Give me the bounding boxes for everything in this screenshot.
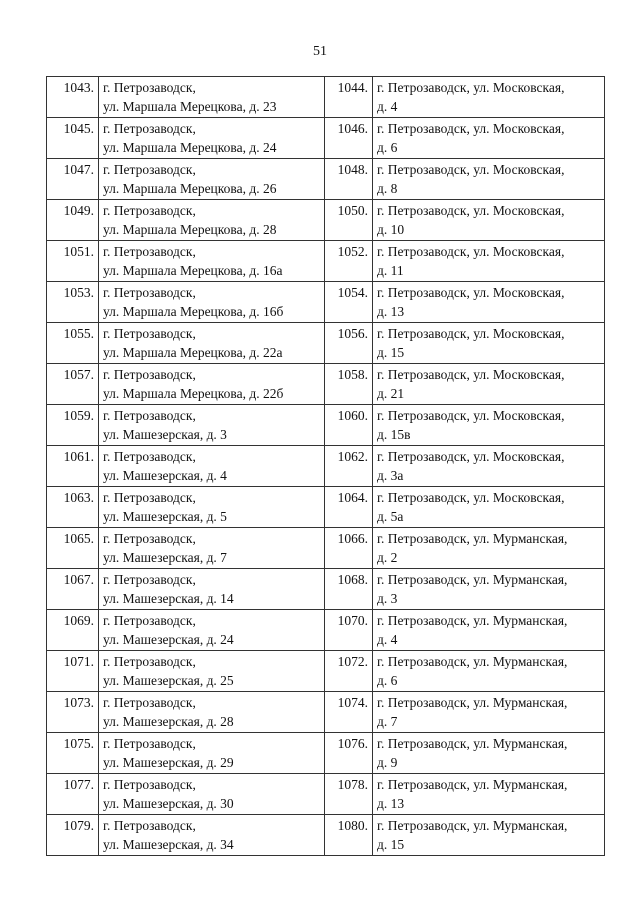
entry-number: 1046. [325, 118, 373, 159]
entry-address [99, 610, 325, 651]
entry-number: 1076. [325, 733, 373, 774]
address-line-street: ул. Маршала Мерецкова, д. 22а [103, 345, 283, 360]
address-line-city: г. Петрозаводск, [103, 449, 196, 464]
table-row [47, 159, 605, 200]
address-line-city: г. Петрозаводск, [103, 490, 196, 505]
address-line-street: д. 2 [377, 550, 398, 565]
address-line-city: г. Петрозаводск, ул. Мурманская, [377, 613, 568, 628]
address-line-city: г. Петрозаводск, ул. Московская, [377, 367, 565, 382]
address-line-city: г. Петрозаводск, [103, 121, 196, 136]
entry-number: 1047. [47, 159, 99, 200]
address-line-city: г. Петрозаводск, [103, 326, 196, 341]
entry-address [373, 774, 605, 815]
entry-address [99, 405, 325, 446]
address-line-street: ул. Маршала Мерецкова, д. 26 [103, 181, 277, 196]
page-number: 51 [313, 44, 327, 59]
entry-number: 1078. [325, 774, 373, 815]
address-line-city: г. Петрозаводск, ул. Московская, [377, 162, 565, 177]
address-line-street: ул. Машезерская, д. 28 [103, 714, 234, 729]
entry-address [99, 118, 325, 159]
address-line-city: г. Петрозаводск, ул. Московская, [377, 121, 565, 136]
entry-number: 1045. [47, 118, 99, 159]
address-line-city: г. Петрозаводск, ул. Мурманская, [377, 818, 568, 833]
entry-address [373, 77, 605, 118]
entry-address [373, 610, 605, 651]
address-line-street: ул. Маршала Мерецкова, д. 16а [103, 263, 283, 278]
entry-number: 1052. [325, 241, 373, 282]
address-line-street: д. 15 [377, 837, 405, 852]
address-table-body [47, 77, 605, 856]
entry-number: 1060. [325, 405, 373, 446]
entry-number: 1073. [47, 692, 99, 733]
table-row [47, 651, 605, 692]
address-line-street: д. 4 [377, 99, 398, 114]
entry-number: 1051. [47, 241, 99, 282]
address-line-street: ул. Машезерская, д. 14 [103, 591, 234, 606]
address-line-city: г. Петрозаводск, ул. Московская, [377, 326, 565, 341]
address-line-city: г. Петрозаводск, [103, 285, 196, 300]
entry-number: 1072. [325, 651, 373, 692]
table-row [47, 569, 605, 610]
entry-address [373, 692, 605, 733]
address-line-city: г. Петрозаводск, ул. Московская, [377, 408, 565, 423]
table-row [47, 733, 605, 774]
address-line-street: д. 4 [377, 632, 398, 647]
address-line-city: г. Петрозаводск, ул. Мурманская, [377, 572, 568, 587]
entry-address [373, 569, 605, 610]
entry-address [99, 569, 325, 610]
address-line-street: ул. Машезерская, д. 34 [103, 837, 234, 852]
table-row [47, 446, 605, 487]
address-line-street: д. 21 [377, 386, 405, 401]
entry-address [99, 692, 325, 733]
entry-address [99, 323, 325, 364]
address-line-street: д. 10 [377, 222, 405, 237]
address-line-street: ул. Маршала Мерецкова, д. 28 [103, 222, 277, 237]
entry-address [99, 200, 325, 241]
entry-number: 1048. [325, 159, 373, 200]
address-table [46, 76, 605, 856]
table-row [47, 774, 605, 815]
address-line-city: г. Петрозаводск, [103, 80, 196, 95]
entry-number: 1071. [47, 651, 99, 692]
entry-number: 1069. [47, 610, 99, 651]
entry-address [99, 364, 325, 405]
entry-number: 1067. [47, 569, 99, 610]
entry-address [373, 241, 605, 282]
entry-address [373, 364, 605, 405]
entry-number: 1049. [47, 200, 99, 241]
table-row [47, 282, 605, 323]
address-line-street: д. 6 [377, 140, 398, 155]
address-line-street: ул. Машезерская, д. 25 [103, 673, 234, 688]
address-line-city: г. Петрозаводск, ул. Московская, [377, 244, 565, 259]
entry-address [99, 528, 325, 569]
entry-address [99, 241, 325, 282]
address-line-city: г. Петрозаводск, [103, 408, 196, 423]
table-row [47, 241, 605, 282]
entry-number: 1061. [47, 446, 99, 487]
address-line-street: ул. Маршала Мерецкова, д. 22б [103, 386, 284, 401]
entry-address [99, 77, 325, 118]
table-row [47, 364, 605, 405]
address-line-street: д. 3 [377, 591, 398, 606]
entry-address [99, 815, 325, 856]
entry-number: 1079. [47, 815, 99, 856]
entry-number: 1055. [47, 323, 99, 364]
address-line-street: ул. Маршала Мерецкова, д. 16б [103, 304, 284, 319]
table-row [47, 77, 605, 118]
table-row [47, 692, 605, 733]
entry-address [373, 405, 605, 446]
address-line-city: г. Петрозаводск, ул. Мурманская, [377, 654, 568, 669]
entry-address [99, 733, 325, 774]
entry-number: 1065. [47, 528, 99, 569]
address-line-city: г. Петрозаводск, ул. Московская, [377, 449, 565, 464]
entry-number: 1077. [47, 774, 99, 815]
entry-number: 1074. [325, 692, 373, 733]
entry-address [99, 487, 325, 528]
entry-number: 1053. [47, 282, 99, 323]
entry-address [373, 528, 605, 569]
entry-number: 1059. [47, 405, 99, 446]
address-line-street: д. 9 [377, 755, 398, 770]
address-line-street: д. 6 [377, 673, 398, 688]
address-line-street: ул. Маршала Мерецкова, д. 23 [103, 99, 277, 114]
table-row [47, 118, 605, 159]
address-line-city: г. Петрозаводск, [103, 572, 196, 587]
entry-address [99, 159, 325, 200]
address-line-city: г. Петрозаводск, ул. Мурманская, [377, 531, 568, 546]
address-line-city: г. Петрозаводск, [103, 695, 196, 710]
entry-address [373, 282, 605, 323]
address-line-street: д. 15в [377, 427, 411, 442]
address-line-city: г. Петрозаводск, ул. Мурманская, [377, 777, 568, 792]
entry-number: 1075. [47, 733, 99, 774]
entry-number: 1080. [325, 815, 373, 856]
table-row [47, 200, 605, 241]
entry-number: 1062. [325, 446, 373, 487]
entry-number: 1066. [325, 528, 373, 569]
address-line-street: ул. Машезерская, д. 4 [103, 468, 227, 483]
address-line-city: г. Петрозаводск, ул. Московская, [377, 490, 565, 505]
entry-number: 1058. [325, 364, 373, 405]
entry-number: 1068. [325, 569, 373, 610]
address-line-street: ул. Машезерская, д. 3 [103, 427, 227, 442]
entry-number: 1050. [325, 200, 373, 241]
address-line-city: г. Петрозаводск, [103, 777, 196, 792]
entry-address [99, 651, 325, 692]
entry-number: 1064. [325, 487, 373, 528]
entry-address [373, 446, 605, 487]
address-line-street: д. 7 [377, 714, 398, 729]
entry-address [373, 159, 605, 200]
address-line-street: ул. Машезерская, д. 30 [103, 796, 234, 811]
address-line-city: г. Петрозаводск, [103, 736, 196, 751]
entry-address [373, 118, 605, 159]
address-line-street: ул. Машезерская, д. 29 [103, 755, 234, 770]
entry-address [373, 487, 605, 528]
address-line-city: г. Петрозаводск, [103, 531, 196, 546]
address-line-street: ул. Машезерская, д. 5 [103, 509, 227, 524]
address-line-street: ул. Машезерская, д. 7 [103, 550, 227, 565]
table-row [47, 528, 605, 569]
address-line-city: г. Петрозаводск, [103, 244, 196, 259]
address-line-city: г. Петрозаводск, [103, 162, 196, 177]
entry-address [99, 282, 325, 323]
entry-number: 1054. [325, 282, 373, 323]
entry-address [373, 815, 605, 856]
entry-address [373, 733, 605, 774]
address-line-city: г. Петрозаводск, ул. Мурманская, [377, 695, 568, 710]
entry-address [373, 651, 605, 692]
table-row [47, 323, 605, 364]
address-line-street: д. 13 [377, 304, 405, 319]
address-line-city: г. Петрозаводск, [103, 613, 196, 628]
entry-address [99, 446, 325, 487]
entry-number: 1044. [325, 77, 373, 118]
address-line-street: д. 13 [377, 796, 405, 811]
entry-address [373, 200, 605, 241]
entry-number: 1043. [47, 77, 99, 118]
address-line-city: г. Петрозаводск, ул. Московская, [377, 80, 565, 95]
address-line-city: г. Петрозаводск, ул. Мурманская, [377, 736, 568, 751]
address-line-street: ул. Маршала Мерецкова, д. 24 [103, 140, 277, 155]
table-row [47, 487, 605, 528]
entry-address [373, 323, 605, 364]
address-line-city: г. Петрозаводск, ул. Московская, [377, 285, 565, 300]
table-row [47, 815, 605, 856]
entry-number: 1070. [325, 610, 373, 651]
entry-number: 1057. [47, 364, 99, 405]
address-line-street: д. 15 [377, 345, 405, 360]
table-row [47, 610, 605, 651]
entry-address [99, 774, 325, 815]
address-line-city: г. Петрозаводск, [103, 654, 196, 669]
entry-number: 1056. [325, 323, 373, 364]
entry-number: 1063. [47, 487, 99, 528]
address-line-street: д. 5а [377, 509, 404, 524]
address-line-street: д. 3а [377, 468, 404, 483]
address-line-street: д. 11 [377, 263, 404, 278]
address-line-street: д. 8 [377, 181, 398, 196]
table-row [47, 405, 605, 446]
address-line-city: г. Петрозаводск, [103, 203, 196, 218]
address-line-street: ул. Машезерская, д. 24 [103, 632, 234, 647]
address-line-city: г. Петрозаводск, ул. Московская, [377, 203, 565, 218]
address-line-city: г. Петрозаводск, [103, 818, 196, 833]
address-line-city: г. Петрозаводск, [103, 367, 196, 382]
